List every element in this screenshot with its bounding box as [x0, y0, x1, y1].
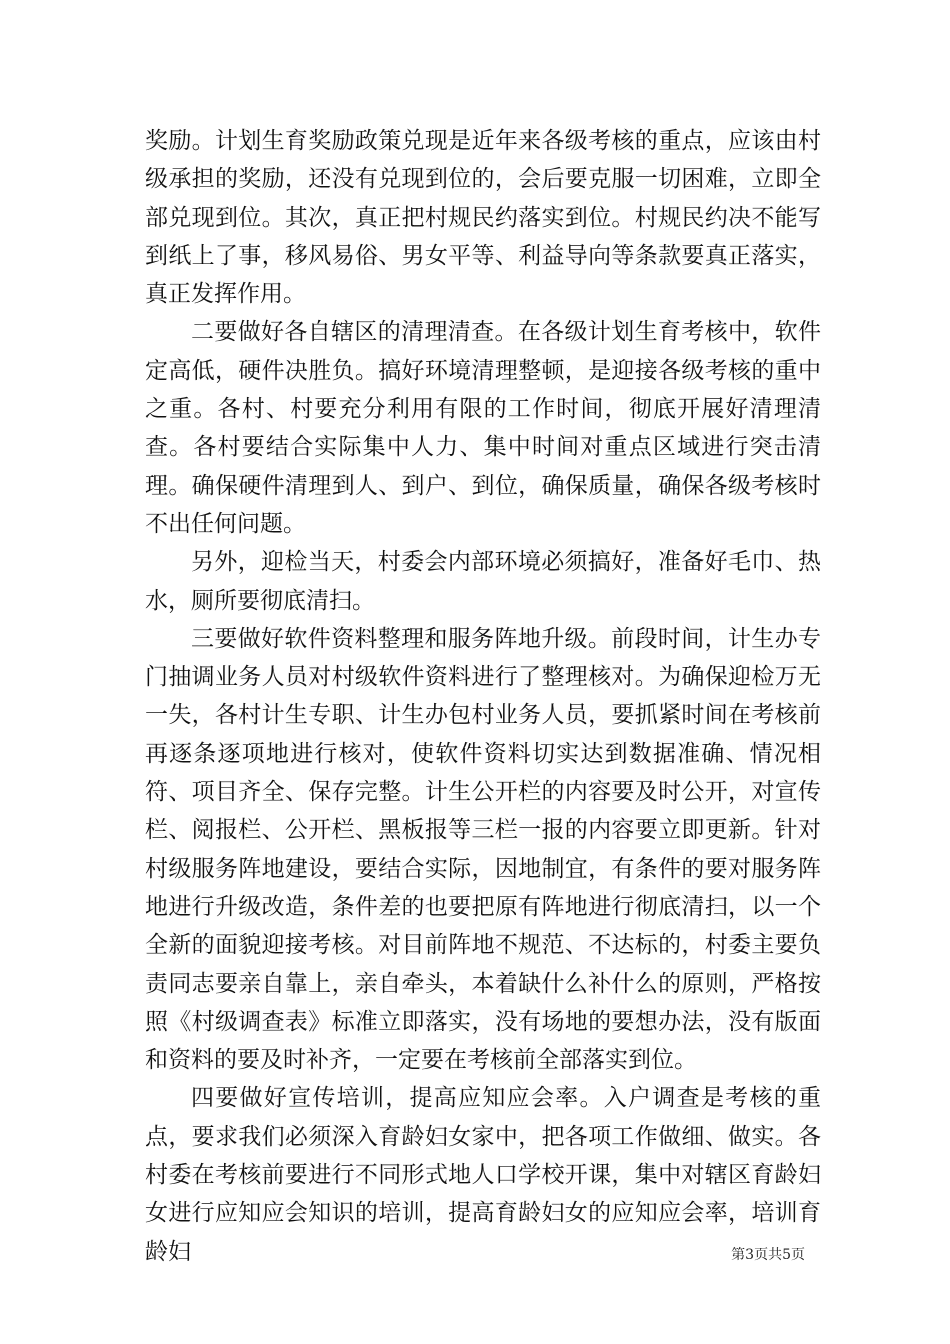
page-number-footer: 第3页共5页: [731, 1247, 805, 1263]
paragraph-5: 四要做好宣传培训，提高应知应会率。入户调查是考核的重点，要求我们必须深入育龄妇女家中，把各项工作做细、做实。各村委在考核前要进行不同形式地人口学校开课，集中对辖区育龄妇女进行应知应会知识的培训，提高育龄妇女的应知应会率，培训育龄妇: [145, 1085, 821, 1265]
paragraph-4: 三要做好软件资料整理和服务阵地升级。前段时间，计生办专门抽调业务人员对村级软件资料进行了整理核对。为确保迎检万无一失，各村计生专职、计生办包村业务人员，要抓紧时间在考核前再逐条逐项地进行核对，使软件资料切实达到数据准确、情况相符、项目齐全、保存完整。计生公开栏的内容要及时公开，对宣传栏、阅报栏、公开栏、黑板报等三栏一报的内容要立即更新。针对村级服务阵地建设，要结合实际，因地制宜，有条件的要对服务阵地进行升级改造，条件差的也要把原有阵地进行彻底清扫，以一个全新的面貌迎接考核。对目前阵地不规范、不达标的，村委主要负责同志要亲自靠上，亲自牵头，本着缺什么补什么的原则，严格按照《村级调查表》标准立即落实，没有场地的要想办法，没有版面和资料的要及时补齐，一定要在考核前全部落实到位。: [145, 625, 821, 1074]
paragraph-1: 奖励。计划生育奖励政策兑现是近年来各级考核的重点，应该由村级承担的奖励，还没有兑现到位的，会后要克服一切困难，立即全部兑现到位。其次，真正把村规民约落实到位。村规民约决不能写到纸上了事，移风易俗、男女平等、利益导向等条款要真正落实，真正发挥作用。: [145, 128, 821, 308]
document-body: [145, 122, 821, 1271]
paragraph-3: 另外，迎检当天，村委会内部环境必须搞好，准备好毛巾、热水，厕所要彻底清扫。: [145, 549, 821, 614]
paragraph-2: 二要做好各自辖区的清理清查。在各级计划生育考核中，软件定高低，硬件决胜负。搞好环境清理整顿，是迎接各级考核的重中之重。各村、村要充分利用有限的工作时间，彻底开展好清理清查。各村要结合实际集中人力、集中时间对重点区域进行突击清理。确保硬件清理到人、到户、到位，确保质量，确保各级考核时不出任何问题。: [145, 319, 821, 537]
